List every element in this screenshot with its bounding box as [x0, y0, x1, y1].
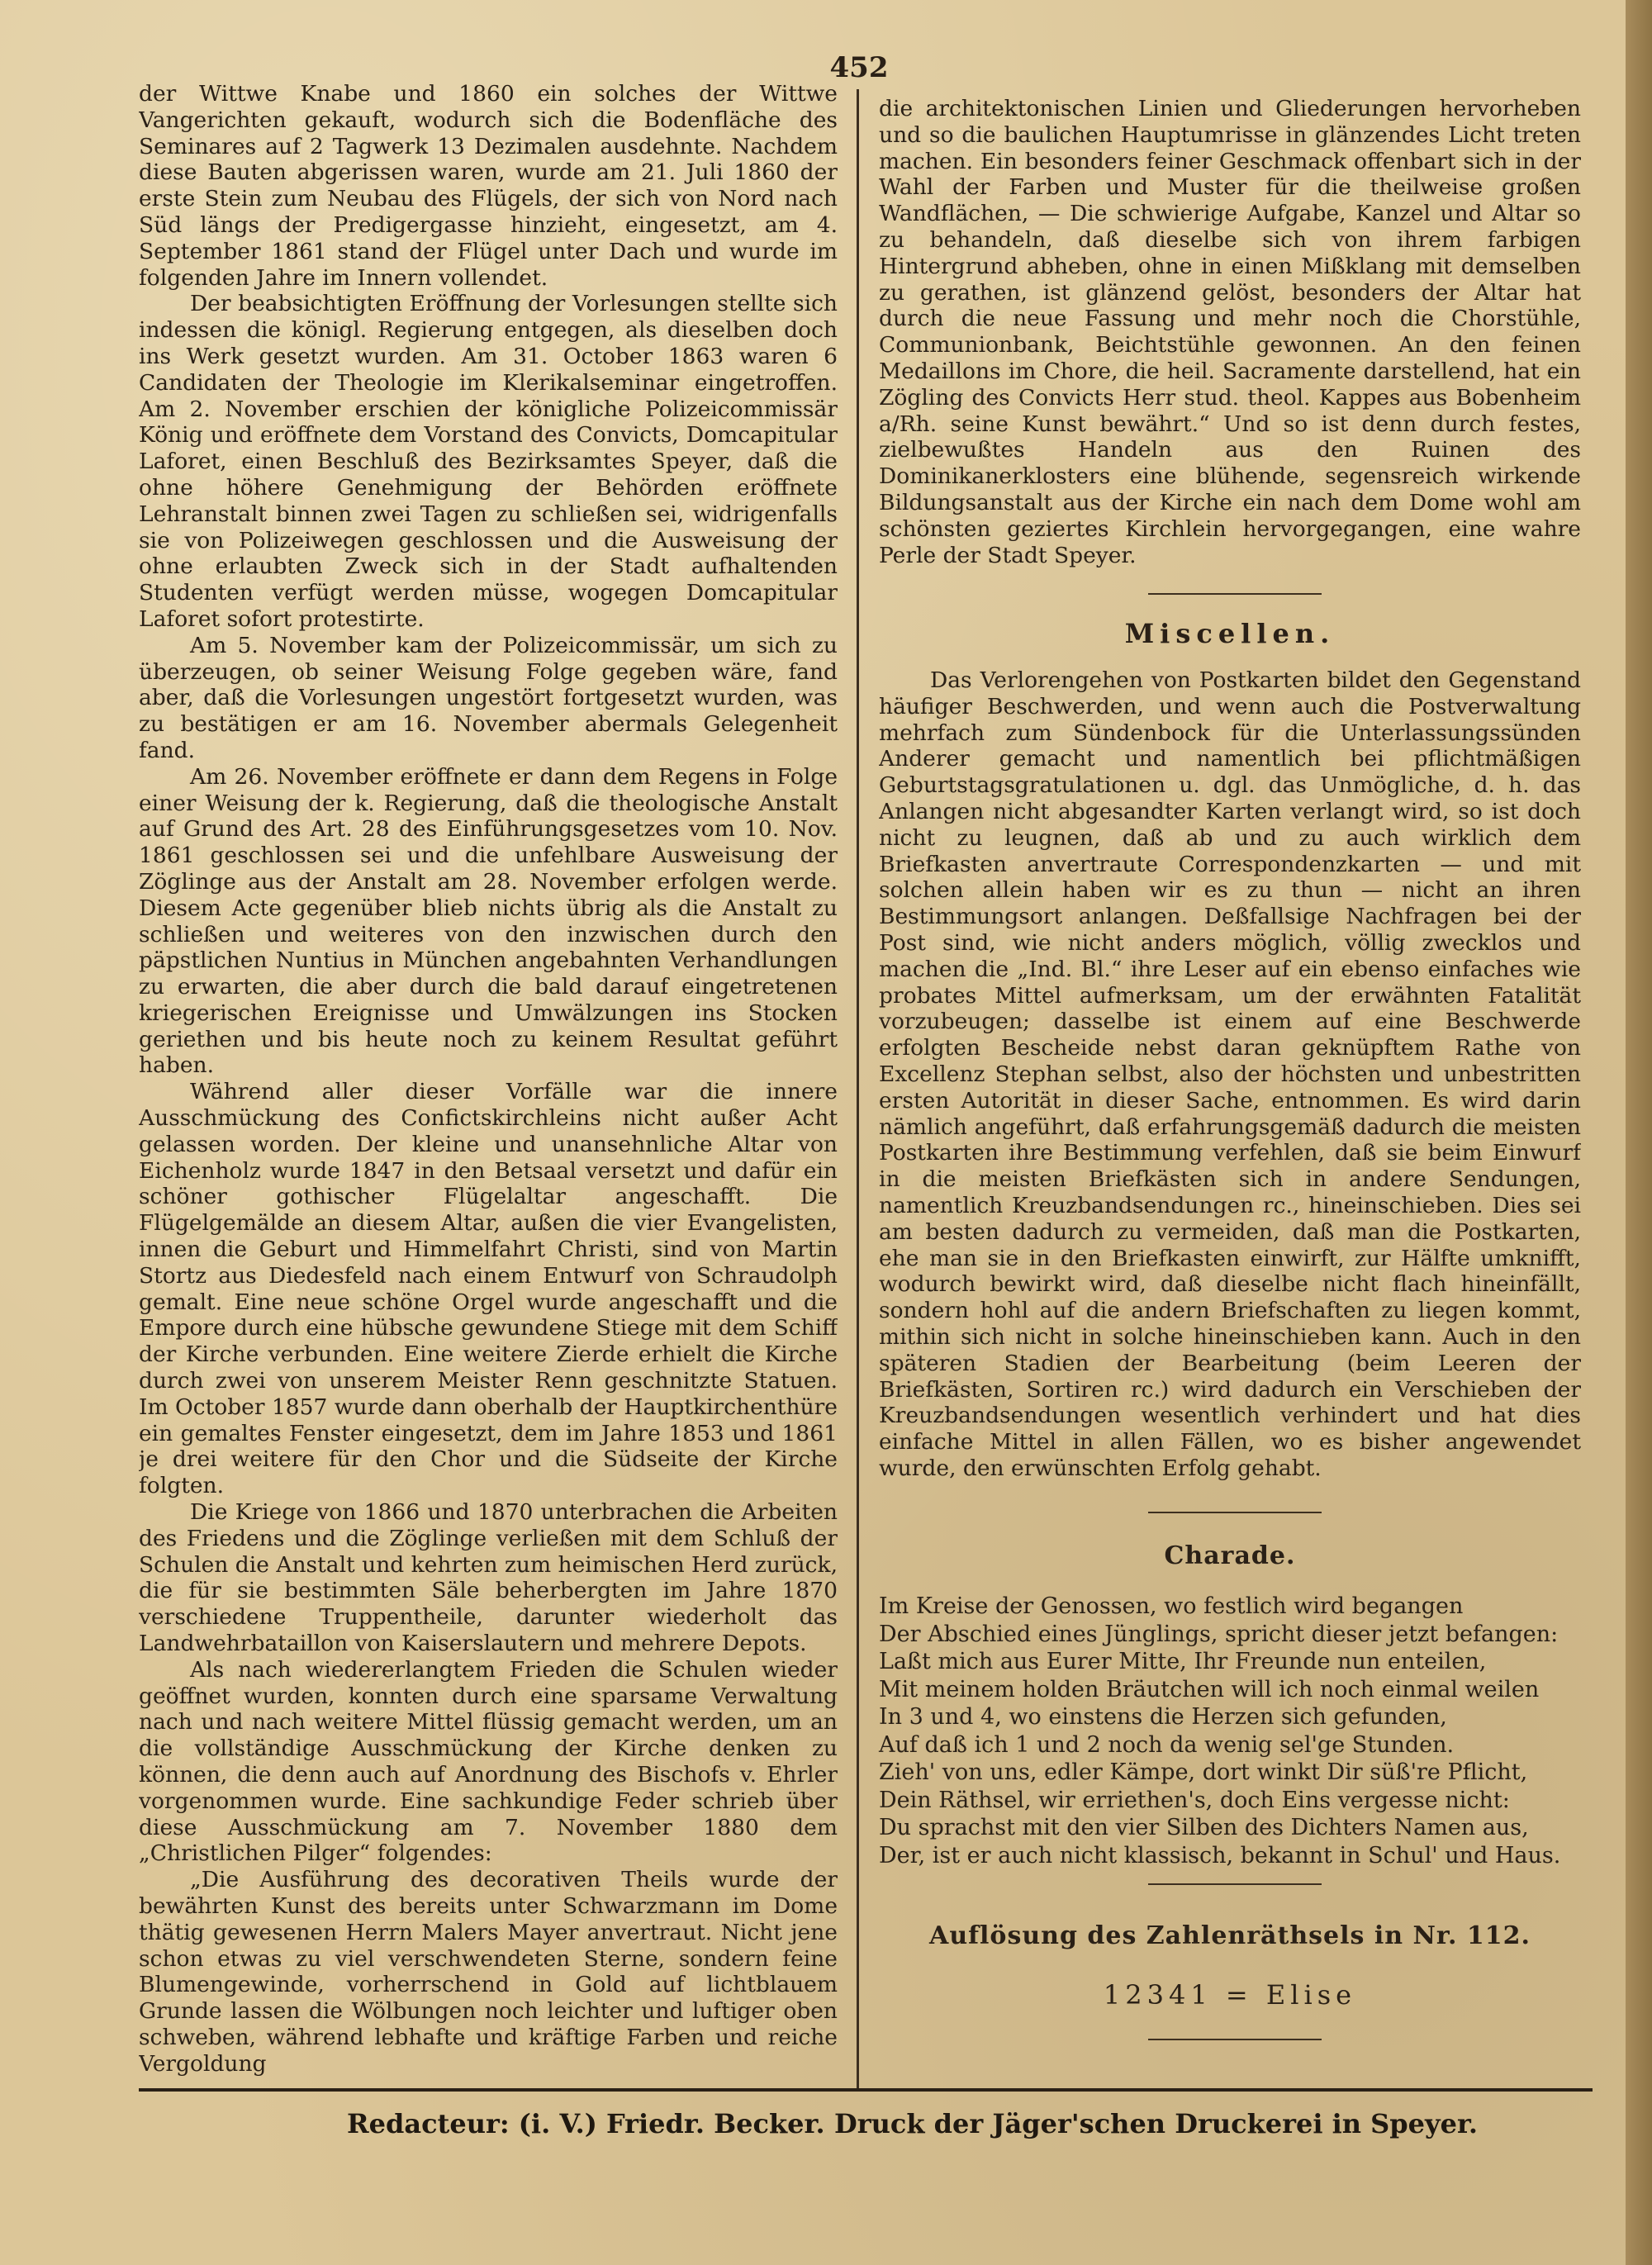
printer-credit: Druck der Jäger'schen Druckerei in Speyer. — [834, 2108, 1479, 2139]
poem-line: Der, ist er auch nicht klassisch, bekannt in Schul' und Haus. — [879, 1842, 1561, 1869]
poem-line: Der Abschied eines Jünglings, spricht dieser jetzt befangen: — [879, 1621, 1559, 1647]
page-edge — [1626, 0, 1652, 2265]
paragraph: Die Kriege von 1866 und 1870 unterbrachen die Arbeiten des Friedens und die Zöglinge verließen mit dem Schluß der Schulen die Anstalt und kehrten zum heimischen Herd zurück, die für sie bestimmten Säle beherbergten im Jahre 1870 verschiedene Truppentheile, darunter wiederholt das Landwehrbataillon von Kaiserslautern und mehrere Depots. — [139, 1499, 838, 1657]
poem-line: Mit meinem holden Bräutchen will ich noch einmal weilen — [879, 1676, 1540, 1702]
page-number: 452 — [829, 51, 889, 84]
paragraph: Während aller dieser Vorfälle war die innere Ausschmückung des Confictskirchleins nicht außer Acht gelassen worden. Der kleine und unansehnliche Altar von Eichenholz wurde 1847 in den Betsaal versetzt und dafür ein schöner gothischer Flügelaltar angeschafft. Die Flügelgemälde an diesem Altar, außen die vier Evangelisten, innen die Geburt und Himmelfahrt Christi, sind von Martin Stortz aus Diedesfeld nach einem Entwurf von Schraudolph gemalt. Eine neue schöne Orgel wurde angeschafft und die Empore durch eine hübsche gewundene Stiege mit dem Schiff der Kirche verbunden. Eine weitere Zierde erhielt die Kirche durch zwei von unserem Meister Renn geschnitzte Statuen. Im October 1857 wurde dann oberhalb der Hauptkirchenthüre ein gemaltes Fenster eingesetzt, dem im Jahre 1853 und 1861 je drei weitere für den Chor und die Südseite der Kirche folgten. — [139, 1079, 838, 1499]
miscellen-heading: Miscellen. — [1124, 618, 1336, 649]
left-column — [139, 81, 838, 2080]
poem-line: In 3 und 4, wo einstens die Herzen sich gefunden, — [879, 1704, 1447, 1730]
solution-answer: 12341 = Elise — [1103, 1979, 1357, 2011]
solution-heading: Auflösung des Zahlenräthsels in Nr. 112. — [929, 1921, 1531, 1950]
charade-poem — [879, 1593, 1589, 1869]
poem-line: Du sprachst mit den vier Silben des Dichters Namen aus, — [879, 1815, 1529, 1840]
quote-paragraph: „Die Ausführung des decorativen Theils wurde der bewährten Kunst des bereits unter Schwarzmann im Dome thätig gewesenen Herrn Malers Mayer anvertraut. Nicht jene schon etwas zu viel verschwendeten Sterne, sondern feine Blumengewinde, vorherrschend in Gold auf lichtblauem Grunde lassen die Wölbungen noch leichter und luftiger oben schweben, während lebhafte und kräftige Farben und reiche Vergoldung — [139, 1867, 838, 2077]
column-divider — [857, 89, 859, 2088]
poem-line: Dein Räthsel, wir erriethen's, doch Eins vergesse nicht: — [879, 1787, 1510, 1813]
poem-line: Im Kreise der Genossen, wo festlich wird begangen — [879, 1593, 1464, 1619]
paragraph: Am 5. November kam der Polizeicommissär, um sich zu überzeugen, ob seiner Weisung Folge gegeben wäre, fand aber, daß die Vorlesungen ungestört fortgesetzt wurden, was zu bestätigen er am 16. November abermals Gelegenheit fand. — [139, 632, 838, 763]
poem-line: Auf daß ich 1 und 2 noch da wenig sel'ge Stunden. — [879, 1731, 1455, 1758]
section-divider — [1148, 593, 1322, 595]
poem-line: Laßt mich aus Eurer Mitte, Ihr Freunde nun enteilen, — [879, 1649, 1487, 1674]
paragraph: die architektonischen Linien und Gliederungen hervorheben und so die baulichen Hauptumrisse in glänzendes Licht treten machen. Ein besonders feiner Geschmack offenbart sich in der Wahl der Farben und Muster für die theilweise großen Wandflächen, — Die schwierige Aufgabe, Kanzel und Altar so zu behandeln, daß dieselbe sich von ihrem farbigen Hintergrund abheben, ohne in einen Mißklang mit demselben zu gerathen, ist glänzend gelöst, besonders der Altar hat durch die neue Fassung und mehr noch die Chorstühle, Communionbank, Beichtstühle gewonnen. An den feinen Medaillons im Chore, die heil. Sacramente darstellend, hat ein Zögling des Convicts Herr stud. theol. Kappes aus Bobenheim a/Rh. seine Kunst bewährt.“ Und so ist denn durch festes, zielbewußtes Handeln aus den Ruinen des Dominikanerklosters eine blühende, segensreich wirkende Bildungsanstalt aus der Kirche ein nach dem Dome wohl am schönsten geziertes Kirchlein hervorgegangen, eine wahre Perle der Stadt Speyer. — [879, 96, 1581, 568]
paragraph: Der beabsichtigten Eröffnung der Vorlesungen stellte sich indessen die königl. Regierung entgegen, als dieselben doch ins Werk gesetzt wurden. Am 31. October 1863 waren 6 Candidaten der Theologie im Klerikalseminar eingetroffen. Am 2. November erschien der königliche Polizeicommissär König und eröffnete dem Vorstand des Convicts, Domcapitular Laforet, einen Beschluß des Bezirksamtes Speyer, daß die ohne höhere Genehmigung der Behörden eröffnete Lehranstalt binnen zwei Tagen zu schließen sei, widrigenfalls sie von Polizeiwegen geschlossen und die Ausweisung der ohne erlaubten Zweck sich in der Stadt aufhaltenden Studenten verfügt werden müsse, wogegen Domcapitular Laforet sofort protestirte. — [139, 291, 838, 632]
paragraph: Das Verlorengehen von Postkarten bildet den Gegenstand häufiger Beschwerden, und wenn auch die Postverwaltung mehrfach zum Sündenbock für die Unterlassungssünden Anderer gemacht und namentlich bei pflichtmäßigen Geburtstagsgratulationen u. dgl. das Unmögliche, d. h. das Anlangen nicht abgesandter Karten verlangt wird, so ist doch nicht zu leugnen, daß ab und zu auch wirklich dem Briefkasten anvertraute Correspondenzkarten — und mit solchen allein haben wir es zu thun — nicht an ihren Bestimmungsort anlangen. Deßfallsige Nachfragen bei der Post sind, wie nicht anders möglich, völlig zwecklos und machen die „Ind. Bl.“ ihre Leser auf ein ebenso einfaches wie probates Mittel aufmerksam, um der erwähnten Fatalität vorzubeugen; dasselbe ist einem auf eine Beschwerde erfolgten Bescheide nebst daran geknüpftem Rathe von Excellenz Stephan selbst, also der höchsten und unbestritten ersten Autorität in dieser Sache, entnommen. Es wird darin nämlich angeführt, daß erfahrungsgemäß dadurch die meisten Postkarten ihre Bestimmung verfehlen, daß sie beim Einwurf in die meisten Briefkästen sich in andere Sendungen, namentlich Kreuzbandsendungen rc., hineinschieben. Dies sei am besten dadurch zu vermeiden, daß man die Postkarten, ehe man sie in den Briefkasten einwirft, zur Hälfte umknifft, wodurch bewirkt wird, daß dieselbe nicht flach hineinfällt, sondern hohl auf die andern Briefschaften zu liegen kommt, mithin sich nicht in solche hineinschieben kann. Auch in den späteren Stadien der Bearbeitung (beim Leeren der Briefkästen, Sortiren rc.) wird dadurch ein Verschieben der Kreuzbandsendungen wesentlich verhindert und hat dies einfache Mittel in allen Fällen, wo es bisher angewendet wurde, den erwünschten Erfolg gehabt. — [879, 667, 1581, 1481]
section-divider — [1148, 1512, 1322, 1513]
poem-line: Zieh' von uns, edler Kämpe, dort winkt Dir süß're Pflicht, — [879, 1759, 1528, 1785]
editor-credit: Redacteur: (i. V.) Friedr. Becker. — [347, 2108, 825, 2139]
paragraph: der Wittwe Knabe und 1860 ein solches der Wittwe Vangerichten gekauft, wodurch sich die Bodenfläche des Seminares auf 2 Tagwerk 13 Dezimalen ausdehnte. Nachdem diese Bauten abgerissen waren, wurde am 21. Juli 1860 der erste Stein zum Neubau des Flügels, der sich von Nord nach Süd längs der Predigergasse hinzieht, eingesetzt, am 4. September 1861 stand der Flügel unter Dach und wurde im folgenden Jahre im Innern vollendet. — [139, 81, 838, 291]
charade-heading: Charade. — [1164, 1541, 1296, 1570]
paragraph: Als nach wiedererlangtem Frieden die Schulen wieder geöffnet wurden, konnten durch eine sparsame Verwaltung nach und nach weitere Mittel flüssig gemacht werden, um an die vollständige Ausschmückung der Kirche denken zu können, die denn auch auf Anordnung des Bischofs v. Ehrler vorgenommen wurde. Eine sachkundige Feder schrieb über diese Ausschmückung am 7. November 1880 dem „Christlichen Pilger“ folgendes: — [139, 1656, 838, 1867]
section-divider — [1148, 2039, 1322, 2040]
section-divider — [1148, 1883, 1322, 1885]
paragraph: Am 26. November eröffnete er dann dem Regens in Folge einer Weisung der k. Regierung, daß die theologische Anstalt auf Grund des Art. 28 des Einführungsgesetzes vom 10. Nov. 1861 geschlossen sei und die unfehlbare Ausweisung der Zöglinge aus der Anstalt am 28. November erfolgen werde. Diesem Acte gegenüber blieb nichts übrig als die Anstalt zu schließen und weiteres von den inzwischen durch den päpstlichen Nuntius in München angebahnten Verhandlungen zu erwarten, die aber durch die bald darauf eingetretenen kriegerischen Ereignisse und Umwälzungen ins Stocken geriethen und bis heute noch zu keinem Resultat geführt haben. — [139, 763, 838, 1079]
footer-rule — [139, 2088, 1593, 2092]
miscellen-article — [879, 667, 1581, 1502]
right-column-continuation — [879, 96, 1581, 575]
